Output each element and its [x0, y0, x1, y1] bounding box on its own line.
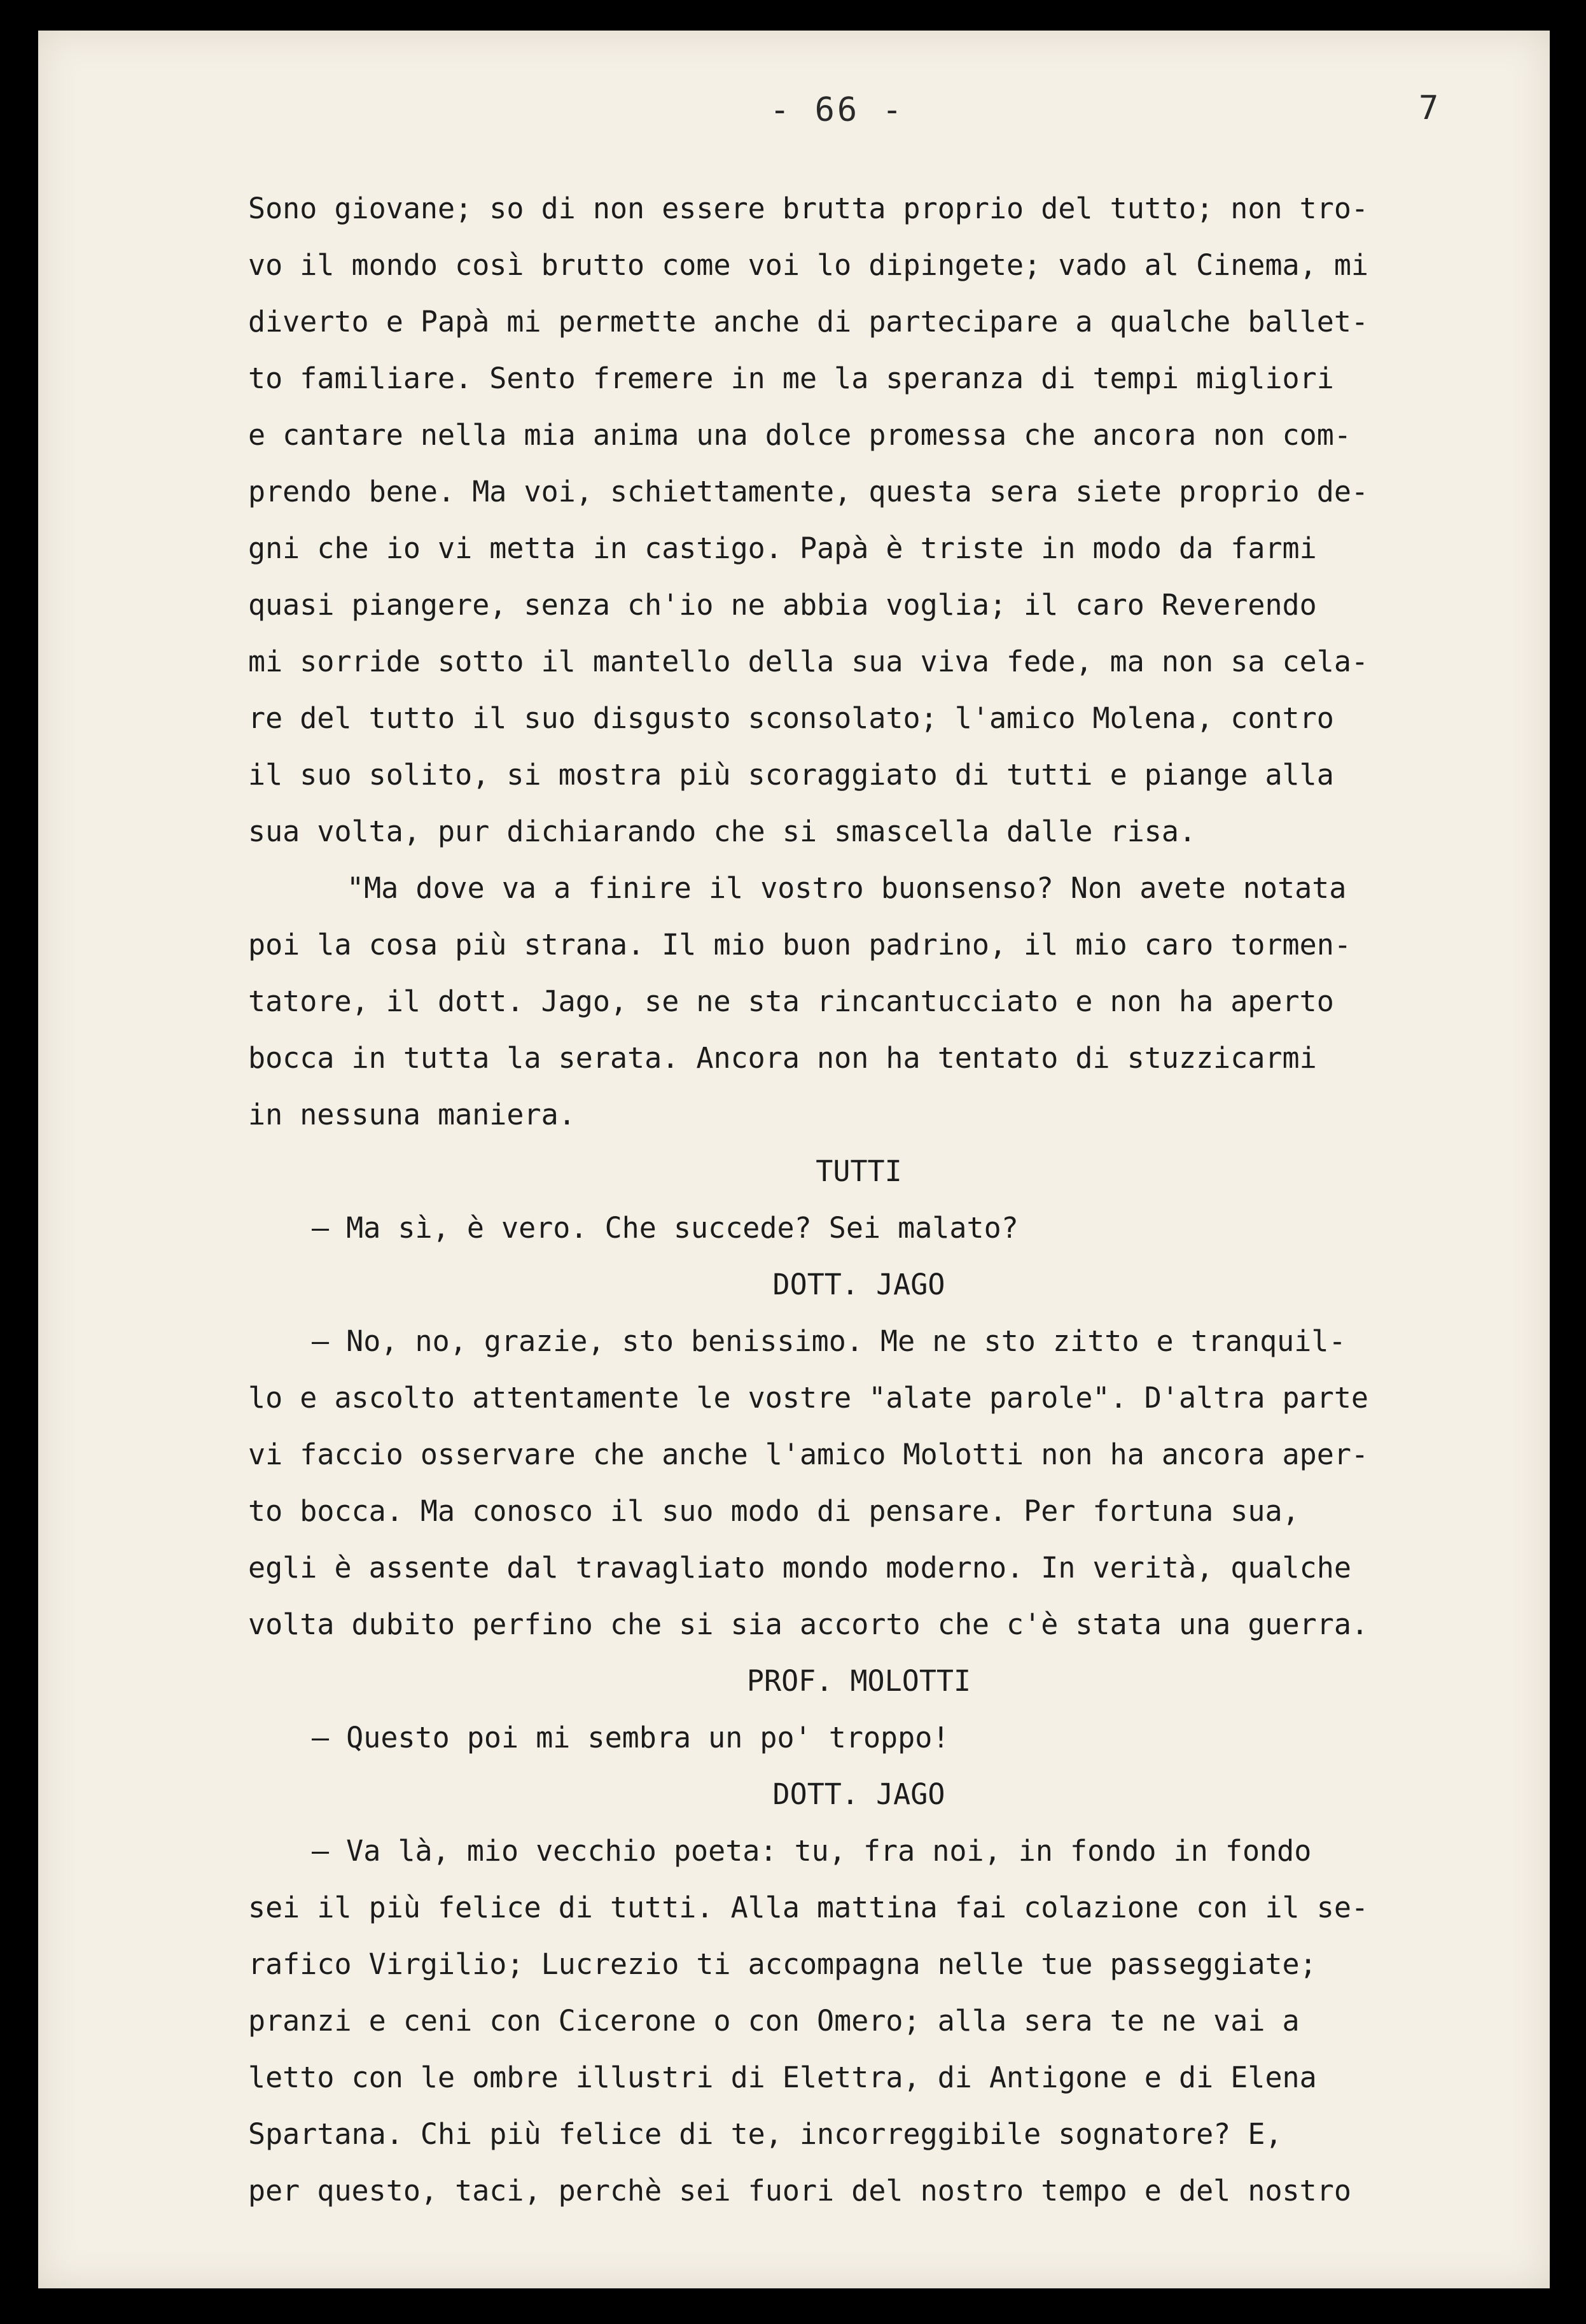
text-line: — Va là, mio vecchio poeta: tu, fra noi, in fondo in fondo: [312, 1834, 1312, 1868]
text-line: lo e ascolto attentamente le vostre "alate parole". D'altra parte: [248, 1381, 1368, 1415]
text-line: volta dubito perfino che si sia accorto che c'è stata una guerra.: [248, 1607, 1368, 1641]
speaker-name: PROF. MOLOTTI: [746, 1664, 971, 1698]
text-line: vi faccio osservare che anche l'amico Molotti non ha ancora aper-: [248, 1438, 1368, 1471]
text-line: to bocca. Ma conosco il suo modo di pensare. Per fortuna sua,: [248, 1494, 1300, 1528]
text-line: Sono giovane; so di non essere brutta proprio del tutto; non tro-: [248, 192, 1368, 225]
text-line: gni che io vi metta in castigo. Papà è triste in modo da farmi: [248, 531, 1317, 565]
text-line: diverto e Papà mi permette anche di partecipare a qualche ballet-: [248, 305, 1368, 339]
text-line: sei il più felice di tutti. Alla mattina fai colazione con il se-: [248, 1891, 1368, 1924]
text-line: mi sorride sotto il mantello della sua viva fede, ma non sa cela-: [248, 645, 1368, 678]
text-line: Spartana. Chi più felice di te, incorreggibile sognatore? E,: [248, 2117, 1283, 2151]
body-text: [248, 180, 1546, 2219]
text-line: bocca in tutta la serata. Ancora non ha tentato di stuzzicarmi: [248, 1041, 1317, 1075]
text-line: prendo bene. Ma voi, schiettamente, questa sera siete proprio de-: [248, 475, 1368, 508]
typewritten-page: [38, 31, 1550, 2288]
text-line: vo il mondo così brutto come voi lo dipingete; vado al Cinema, mi: [248, 248, 1368, 282]
text-line: poi la cosa più strana. Il mio buon padrino, il mio caro tormen-: [248, 928, 1351, 962]
speaker-name: DOTT. JAGO: [772, 1268, 945, 1301]
text-line: per questo, taci, perchè sei fuori del nostro tempo e del nostro: [248, 2174, 1351, 2208]
folio-number: 7: [1419, 89, 1439, 127]
text-line: rafico Virgilio; Lucrezio ti accompagna nelle tue passeggiate;: [248, 1947, 1317, 1981]
page-number: - 66 -: [770, 91, 905, 129]
speaker-name: TUTTI: [816, 1154, 902, 1188]
text-line: e cantare nella mia anima una dolce promessa che ancora non com-: [248, 418, 1351, 452]
text-line: sua volta, pur dichiarando che si smascella dalle risa.: [248, 815, 1197, 848]
text-line: — No, no, grazie, sto benissimo. Me ne sto zitto e tranquil-: [312, 1324, 1346, 1358]
text-line: — Ma sì, è vero. Che succede? Sei malato?: [312, 1211, 1019, 1245]
text-line: tatore, il dott. Jago, se ne sta rincantucciato e non ha aperto: [248, 984, 1334, 1018]
text-line: re del tutto il suo disgusto sconsolato; l'amico Molena, contro: [248, 701, 1334, 735]
text-line: il suo solito, si mostra più scoraggiato di tutti e piange alla: [248, 758, 1334, 792]
text-line: — Questo poi mi sembra un po' troppo!: [312, 1721, 950, 1754]
speaker-name: DOTT. JAGO: [772, 1777, 945, 1811]
text-line: quasi piangere, senza ch'io ne abbia voglia; il caro Reverendo: [248, 588, 1317, 622]
text-line: letto con le ombre illustri di Elettra, di Antigone e di Elena: [248, 2061, 1317, 2094]
text-line: egli è assente dal travagliato mondo moderno. In verità, qualche: [248, 1551, 1351, 1585]
text-line: pranzi e ceni con Cicerone o con Omero; alla sera te ne vai a: [248, 2004, 1300, 2038]
text-line: to familiare. Sento fremere in me la speranza di tempi migliori: [248, 361, 1334, 395]
text-line: "Ma dove va a finire il vostro buonsenso? Non avete notata: [347, 871, 1347, 905]
text-line: in nessuna maniera.: [248, 1098, 576, 1131]
